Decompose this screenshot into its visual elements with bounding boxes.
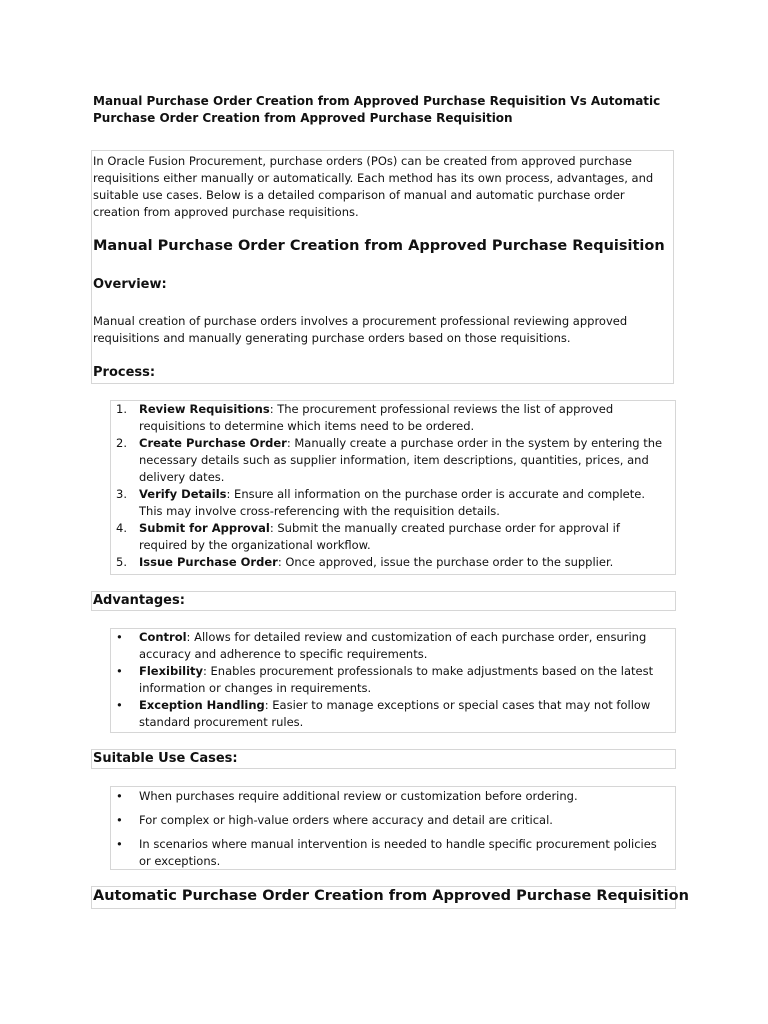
step-text: : Submit the manually created purchase order for approval if required by the organizational workflow. xyxy=(139,521,620,552)
usecases-list xyxy=(111,788,675,870)
process-step xyxy=(111,401,669,435)
usecases-heading-box xyxy=(91,749,676,769)
step-number: 1. xyxy=(116,402,127,416)
step-text: : Once approved, issue the purchase order to the supplier. xyxy=(277,555,614,569)
process-step xyxy=(111,520,669,554)
step-text: : Manually create a purchase order in the system by entering the necessary details such as supplier information, item descriptions, quantities, prices, and delivery dates. xyxy=(139,436,663,484)
advantage-text: : Easier to manage exceptions or special cases that may not follow standard procurement rules. xyxy=(139,698,651,729)
step-number: 5. xyxy=(116,555,127,569)
advantages-heading-box xyxy=(91,591,676,611)
step-number: 4. xyxy=(116,521,127,535)
advantages-list xyxy=(111,629,675,731)
step-number: 2. xyxy=(116,436,127,450)
bullet-icon: • xyxy=(116,789,123,803)
bullet-icon: • xyxy=(116,837,123,851)
intro-paragraph: In Oracle Fusion Procurement, purchase orders (POs) can be created from approved purchase requisitions either manually or automatically. Each method has its own process, advantages, and suitable use cases. Below is a detailed comparison of manual and automatic purchase order creation from approved purchase requisitions. xyxy=(93,154,654,219)
usecase-text: For complex or high-value orders where accuracy and detail are critical. xyxy=(139,813,553,827)
step-term: Create Purchase Order xyxy=(139,436,287,450)
step-text: : Ensure all information on the purchase order is accurate and complete. This may involve cross-referencing with the requisition details. xyxy=(139,487,645,518)
usecase-item xyxy=(111,788,669,805)
page-title: Manual Purchase Order Creation from Approved Purchase Requisition Vs Automatic Purchase Order Creation from Approved Purchase Requisition xyxy=(93,94,661,125)
step-text: : The procurement professional reviews the list of approved requisitions to determine which items need to be ordered. xyxy=(139,402,614,433)
bullet-icon: • xyxy=(116,664,123,678)
usecase-text: In scenarios where manual intervention is needed to handle specific procurement policies or exceptions. xyxy=(139,837,657,868)
advantage-item xyxy=(111,663,669,697)
advantage-text: : Allows for detailed review and customization of each purchase order, ensuring accuracy and adherence to specific requirements. xyxy=(139,630,647,661)
advantages-list-box xyxy=(110,628,676,733)
bullet-icon: • xyxy=(116,813,123,827)
advantage-item xyxy=(111,697,669,731)
process-steps-list xyxy=(111,401,675,571)
process-step xyxy=(111,486,669,520)
advantage-text: : Enables procurement professionals to make adjustments based on the latest information or changes in requirements. xyxy=(139,664,654,695)
advantage-item xyxy=(111,629,669,663)
overview-heading: Overview: xyxy=(93,277,167,292)
automatic-heading-box xyxy=(91,886,689,909)
process-step xyxy=(111,554,669,571)
step-term: Issue Purchase Order xyxy=(139,555,278,569)
process-heading: Process: xyxy=(93,365,156,380)
usecase-item xyxy=(111,836,669,870)
step-number: 3. xyxy=(116,487,127,501)
automatic-section-heading: Automatic Purchase Order Creation from Approved Purchase Requisition xyxy=(93,888,689,904)
step-term: Verify Details xyxy=(139,487,227,501)
advantages-heading: Advantages: xyxy=(93,593,185,608)
usecases-list-box xyxy=(110,786,676,870)
usecase-item xyxy=(111,812,669,829)
process-list-box xyxy=(110,400,676,575)
manual-section-heading: Manual Purchase Order Creation from Approved Purchase Requisition xyxy=(93,238,665,254)
usecase-text: When purchases require additional review or customization before ordering. xyxy=(139,789,578,803)
step-term: Submit for Approval xyxy=(139,521,270,535)
advantage-term: Exception Handling xyxy=(139,698,265,712)
usecases-heading: Suitable Use Cases: xyxy=(93,751,238,766)
bullet-icon: • xyxy=(116,630,123,644)
advantage-term: Flexibility xyxy=(139,664,204,678)
advantage-term: Control xyxy=(139,630,187,644)
bullet-icon: • xyxy=(116,698,123,712)
process-step xyxy=(111,435,669,486)
step-term: Review Requisitions xyxy=(139,402,270,416)
intro-section xyxy=(91,150,674,384)
overview-paragraph: Manual creation of purchase orders involves a procurement professional reviewing approved requisitions and manually generating purchase orders based on those requisitions. xyxy=(93,314,628,345)
